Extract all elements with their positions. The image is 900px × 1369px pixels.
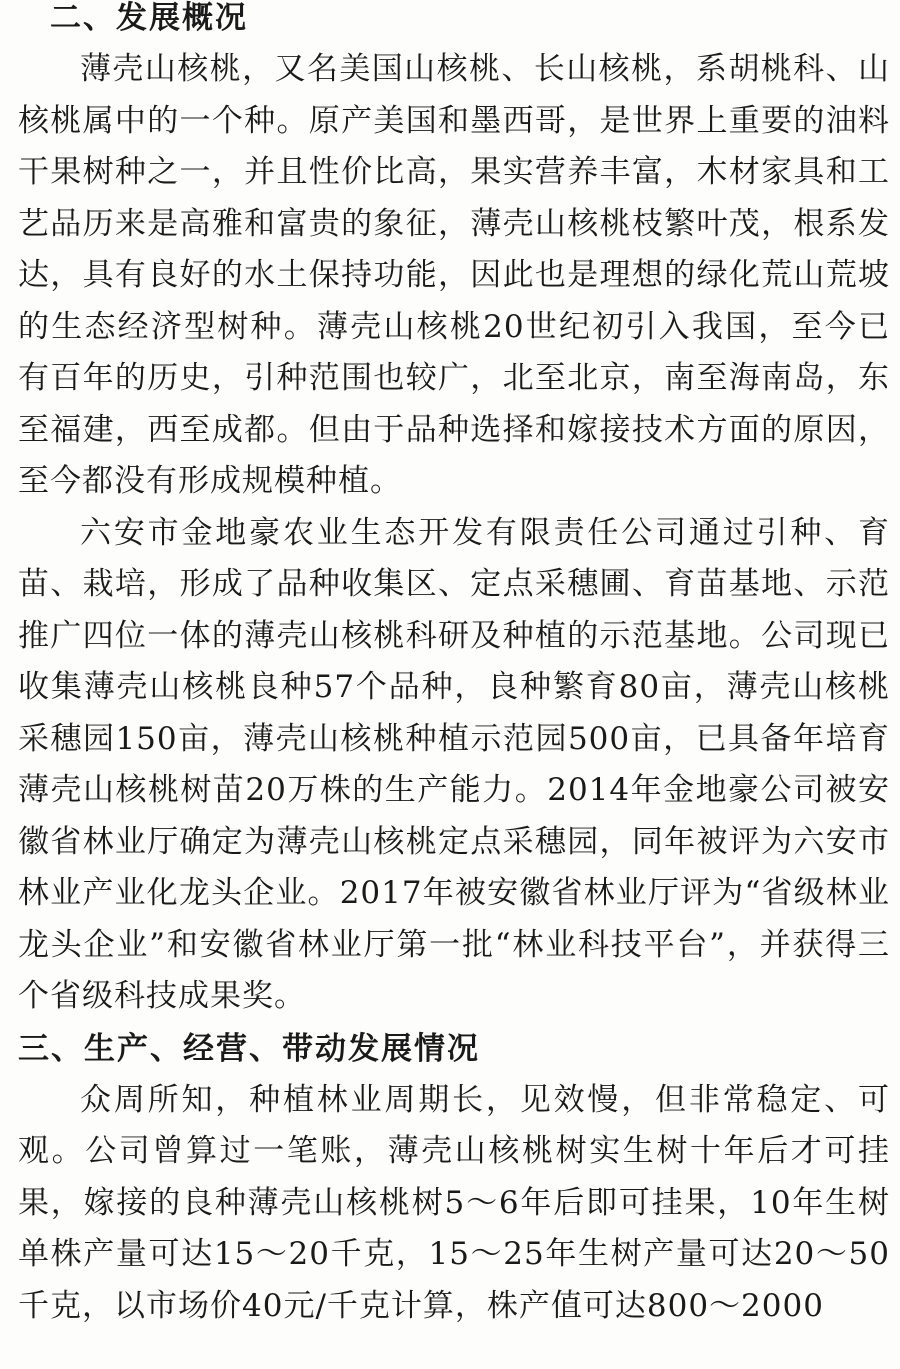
section-2-paragraph-2: 六安市金地豪农业生态开发有限责任公司通过引种、育苗、栽培，形成了品种收集区、定点采穗圃、育苗基地、示范推广四位一体的薄壳山核桃科研及种植的示范基地。公司现已收集薄壳山核桃良种57个品种，良种繁育80亩，薄壳山核桃采穗园150亩，薄壳山核桃种植示范园500亩，已具备年培育薄壳山核桃树苗20万株的生产能力。2014年金地豪公司被安徽省林业厅确定为薄壳山核桃定点采穗园，同年被评为六安市林业产业化龙头企业。2017年被安徽省林业厅评为“省级林业龙头企业”和安徽省林业厅第一批“林业科技平台”，并获得三个省级科技成果奖。 — [18, 514, 890, 1014]
section-3-paragraph-1: 众周所知，种植林业周期长，见效慢，但非常稳定、可观。公司曾算过一笔账，薄壳山核桃树实生树十年后才可挂果，嫁接的良种薄壳山核桃树5～6年后即可挂果，10年生树单株产量可达15～20千克，15～25年生树产量可达20～50千克，以市场价40元/千克计算，株产值可达800～2000 — [18, 1081, 890, 1324]
section-2-paragraph-1: 薄壳山核桃，又名美国山核桃、长山核桃，系胡桃科、山核桃属中的一个种。原产美国和墨西哥，是世界上重要的油料干果树种之一，并且性价比高，果实营养丰富，木材家具和工艺品历来是高雅和富贵的象征，薄壳山核桃枝繁叶茂，根系发达，具有良好的水土保持功能，因此也是理想的绿化荒山荒坡的生态经济型树种。薄壳山核桃20世纪初引入我国，至今已有百年的历史，引种范围也较广，北至北京，南至海南岛，东至福建，西至成都。但由于品种选择和嫁接技术方面的原因，至今都没有形成规模种植。 — [18, 51, 890, 499]
section-3-heading: 三、生产、经营、带动发展情况 — [18, 1030, 480, 1067]
document-body — [18, 0, 890, 1332]
section-2-heading: 二、发展概况 — [50, 0, 248, 36]
